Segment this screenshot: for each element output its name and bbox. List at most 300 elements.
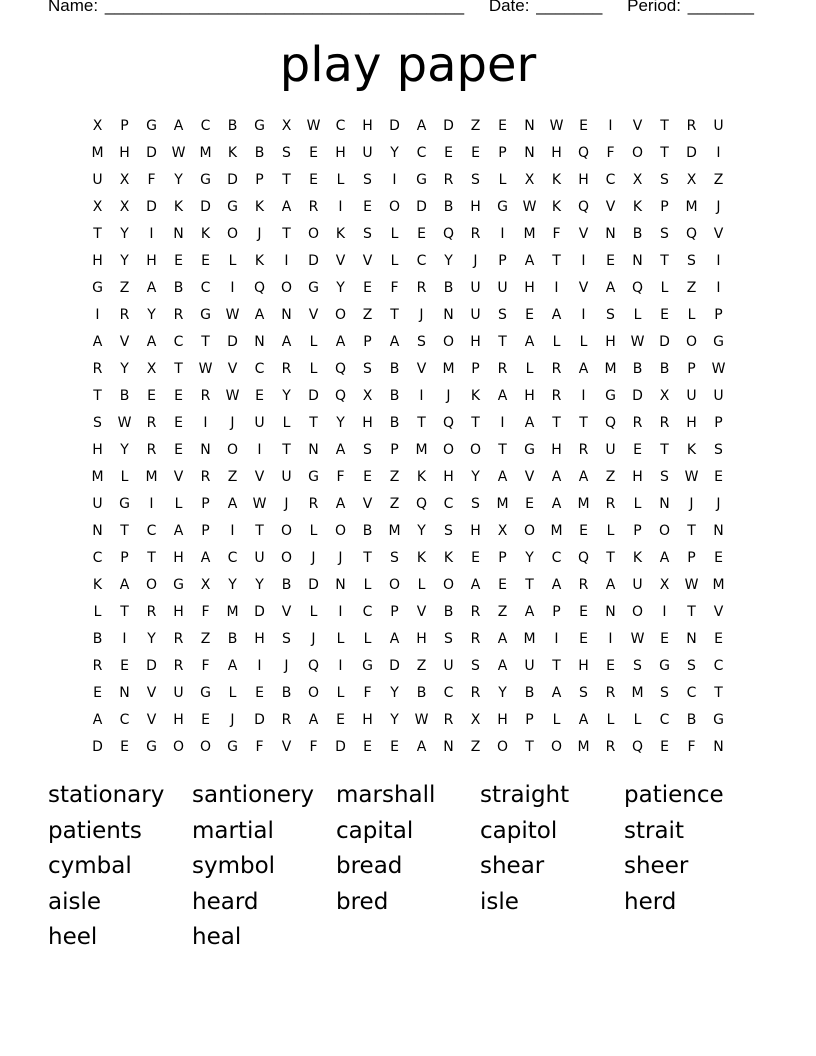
grid-letter[interactable]: S (363, 225, 372, 242)
grid-letter[interactable]: I (716, 144, 721, 161)
grid-letter[interactable]: E (309, 144, 318, 161)
grid-letter[interactable]: F (687, 738, 696, 755)
grid-letter[interactable]: K (92, 576, 103, 593)
grid-letter[interactable]: Z (713, 171, 724, 188)
grid-letter[interactable]: T (201, 333, 210, 350)
grid-letter[interactable]: F (201, 657, 210, 674)
grid-letter[interactable]: K (470, 387, 481, 404)
grid-letter[interactable]: U (632, 576, 643, 593)
grid-letter[interactable]: H (335, 144, 346, 161)
grid-letter[interactable]: E (633, 441, 642, 458)
grid-letter[interactable]: J (716, 198, 721, 215)
grid-letter[interactable]: O (307, 225, 320, 242)
grid-letter[interactable]: Q (253, 279, 266, 296)
grid-letter[interactable]: J (311, 630, 316, 647)
grid-letter[interactable]: A (173, 522, 184, 539)
grid-letter[interactable]: K (686, 441, 697, 458)
grid-letter[interactable]: S (282, 630, 291, 647)
grid-letter[interactable]: T (147, 549, 156, 566)
grid-letter[interactable]: I (500, 414, 505, 431)
grid-letter[interactable]: N (92, 522, 103, 539)
grid-letter[interactable]: L (633, 306, 642, 323)
grid-letter[interactable]: L (606, 711, 615, 728)
grid-letter[interactable]: S (471, 171, 480, 188)
grid-letter[interactable]: S (282, 144, 291, 161)
grid-letter[interactable]: Z (686, 279, 697, 296)
grid-letter[interactable]: I (338, 657, 343, 674)
grid-letter[interactable]: U (173, 684, 184, 701)
grid-letter[interactable]: L (687, 306, 696, 323)
grid-letter[interactable]: A (578, 468, 589, 485)
grid-letter[interactable]: O (280, 279, 293, 296)
grid-letter[interactable]: E (444, 144, 453, 161)
grid-letter[interactable]: H (632, 468, 643, 485)
grid-letter[interactable]: W (198, 360, 213, 377)
grid-letter[interactable]: C (416, 144, 427, 161)
grid-letter[interactable]: N (119, 684, 130, 701)
grid-letter[interactable]: I (230, 522, 235, 539)
grid-letter[interactable]: M (523, 630, 536, 647)
grid-letter[interactable]: Q (307, 657, 320, 674)
grid-letter[interactable]: A (524, 603, 535, 620)
grid-letter[interactable]: G (524, 441, 535, 458)
grid-letter[interactable]: F (363, 684, 372, 701)
grid-letter[interactable]: E (660, 306, 669, 323)
grid-letter[interactable]: R (200, 387, 211, 404)
grid-letter[interactable]: E (147, 387, 156, 404)
grid-letter[interactable]: X (686, 171, 697, 188)
grid-letter[interactable]: H (173, 603, 184, 620)
grid-letter[interactable]: U (92, 171, 103, 188)
grid-letter[interactable]: V (416, 603, 427, 620)
grid-letter[interactable]: K (254, 252, 265, 269)
grid-letter[interactable]: C (119, 711, 130, 728)
grid-letter[interactable]: N (308, 441, 319, 458)
grid-letter[interactable]: E (579, 603, 588, 620)
grid-letter[interactable]: L (633, 711, 642, 728)
grid-letter[interactable]: T (714, 684, 723, 701)
grid-letter[interactable]: H (119, 144, 130, 161)
grid-letter[interactable]: B (281, 684, 292, 701)
grid-letter[interactable]: Z (389, 468, 400, 485)
period-field[interactable]: _______ (687, 0, 754, 15)
grid-letter[interactable]: N (335, 576, 346, 593)
grid-letter[interactable]: P (714, 414, 723, 431)
grid-letter[interactable]: E (606, 252, 615, 269)
grid-letter[interactable]: Y (444, 252, 453, 269)
grid-letter[interactable]: K (443, 549, 454, 566)
grid-letter[interactable]: R (173, 630, 184, 647)
grid-letter[interactable]: O (388, 576, 401, 593)
grid-letter[interactable]: G (497, 198, 508, 215)
grid-letter[interactable]: Y (147, 306, 156, 323)
grid-letter[interactable]: Y (120, 360, 129, 377)
grid-letter[interactable]: T (498, 441, 507, 458)
grid-letter[interactable]: H (551, 441, 562, 458)
grid-letter[interactable]: S (363, 360, 372, 377)
grid-letter[interactable]: A (227, 495, 238, 512)
grid-letter[interactable]: O (442, 576, 455, 593)
grid-letter[interactable]: I (581, 252, 586, 269)
grid-letter[interactable]: R (92, 360, 103, 377)
grid-letter[interactable]: P (201, 495, 210, 512)
grid-letter[interactable]: R (659, 414, 670, 431)
grid-letter[interactable]: E (363, 279, 372, 296)
grid-letter[interactable]: H (362, 117, 373, 134)
grid-letter[interactable]: A (281, 333, 292, 350)
grid-letter[interactable]: B (443, 198, 454, 215)
grid-letter[interactable]: E (579, 117, 588, 134)
grid-letter[interactable]: E (714, 630, 723, 647)
grid-letter[interactable]: I (257, 441, 262, 458)
grid-letter[interactable]: L (336, 171, 345, 188)
grid-letter[interactable]: Y (417, 522, 426, 539)
grid-letter[interactable]: K (200, 225, 211, 242)
grid-letter[interactable]: O (442, 441, 455, 458)
grid-letter[interactable]: U (713, 387, 724, 404)
grid-letter[interactable]: W (630, 630, 645, 647)
grid-letter[interactable]: C (200, 117, 211, 134)
grid-letter[interactable]: M (442, 360, 455, 377)
grid-letter[interactable]: X (470, 711, 481, 728)
grid-letter[interactable]: F (606, 144, 615, 161)
grid-letter[interactable]: M (523, 225, 536, 242)
grid-letter[interactable]: X (281, 117, 292, 134)
grid-letter[interactable]: T (579, 414, 588, 431)
grid-letter[interactable]: C (713, 657, 724, 674)
grid-letter[interactable]: G (227, 738, 238, 755)
grid-letter[interactable]: L (336, 684, 345, 701)
grid-letter[interactable]: O (145, 576, 158, 593)
grid-letter[interactable]: N (632, 252, 643, 269)
grid-letter[interactable]: G (200, 306, 211, 323)
grid-letter[interactable]: S (687, 657, 696, 674)
grid-letter[interactable]: A (659, 549, 670, 566)
grid-letter[interactable]: K (551, 198, 562, 215)
grid-letter[interactable]: B (389, 387, 400, 404)
grid-letter[interactable]: I (581, 306, 586, 323)
grid-letter[interactable]: A (173, 117, 184, 134)
grid-letter[interactable]: H (362, 414, 373, 431)
grid-letter[interactable]: S (444, 522, 453, 539)
grid-letter[interactable]: Y (390, 711, 399, 728)
grid-letter[interactable]: X (362, 387, 373, 404)
grid-letter[interactable]: M (496, 495, 509, 512)
grid-letter[interactable]: F (255, 738, 264, 755)
grid-letter[interactable]: X (200, 576, 211, 593)
grid-letter[interactable]: A (551, 684, 562, 701)
grid-letter[interactable]: A (389, 630, 400, 647)
grid-letter[interactable]: D (335, 738, 346, 755)
date-field[interactable]: _______ (536, 0, 603, 15)
grid-letter[interactable]: H (92, 441, 103, 458)
grid-letter[interactable]: R (632, 414, 643, 431)
grid-letter[interactable]: X (659, 576, 670, 593)
grid-letter[interactable]: D (443, 117, 454, 134)
grid-letter[interactable]: O (442, 333, 455, 350)
grid-letter[interactable]: P (471, 360, 480, 377)
grid-letter[interactable]: E (660, 630, 669, 647)
grid-letter[interactable]: V (281, 738, 292, 755)
grid-letter[interactable]: C (227, 549, 238, 566)
grid-letter[interactable]: D (227, 333, 238, 350)
grid-letter[interactable]: I (284, 252, 289, 269)
grid-letter[interactable]: L (336, 630, 345, 647)
grid-letter[interactable]: W (549, 117, 564, 134)
grid-letter[interactable]: C (92, 549, 103, 566)
grid-letter[interactable]: E (255, 387, 264, 404)
grid-letter[interactable]: H (416, 630, 427, 647)
grid-letter[interactable]: D (632, 387, 643, 404)
grid-letter[interactable]: E (579, 522, 588, 539)
grid-letter[interactable]: I (500, 225, 505, 242)
grid-letter[interactable]: L (93, 603, 102, 620)
grid-letter[interactable]: A (470, 576, 481, 593)
grid-letter[interactable]: B (227, 630, 238, 647)
grid-letter[interactable]: K (416, 549, 427, 566)
grid-letter[interactable]: N (524, 144, 535, 161)
grid-letter[interactable]: L (228, 252, 237, 269)
grid-letter[interactable]: G (200, 171, 211, 188)
grid-letter[interactable]: Z (416, 657, 427, 674)
grid-letter[interactable]: A (524, 333, 535, 350)
grid-letter[interactable]: J (716, 495, 721, 512)
grid-letter[interactable]: B (119, 387, 130, 404)
grid-letter[interactable]: Q (604, 414, 617, 431)
grid-letter[interactable]: T (93, 225, 102, 242)
grid-letter[interactable]: H (686, 414, 697, 431)
grid-letter[interactable]: Q (577, 144, 590, 161)
grid-letter[interactable]: A (335, 333, 346, 350)
grid-letter[interactable]: I (716, 279, 721, 296)
grid-letter[interactable]: M (226, 603, 239, 620)
grid-letter[interactable]: T (525, 576, 534, 593)
grid-letter[interactable]: R (146, 441, 157, 458)
grid-letter[interactable]: E (174, 387, 183, 404)
grid-letter[interactable]: E (471, 549, 480, 566)
grid-letter[interactable]: V (308, 306, 319, 323)
grid-letter[interactable]: E (714, 468, 723, 485)
grid-letter[interactable]: B (416, 684, 427, 701)
grid-letter[interactable]: R (443, 171, 454, 188)
grid-letter[interactable]: T (120, 522, 129, 539)
grid-letter[interactable]: M (91, 468, 104, 485)
grid-letter[interactable]: C (686, 684, 697, 701)
grid-letter[interactable]: L (606, 522, 615, 539)
grid-letter[interactable]: O (280, 522, 293, 539)
grid-letter[interactable]: V (578, 279, 589, 296)
grid-letter[interactable]: R (281, 360, 292, 377)
grid-letter[interactable]: S (498, 306, 507, 323)
grid-letter[interactable]: W (117, 414, 132, 431)
grid-letter[interactable]: R (605, 684, 616, 701)
grid-letter[interactable]: A (92, 711, 103, 728)
grid-letter[interactable]: R (308, 198, 319, 215)
grid-letter[interactable]: X (92, 117, 103, 134)
grid-letter[interactable]: E (174, 252, 183, 269)
grid-letter[interactable]: I (554, 279, 559, 296)
grid-letter[interactable]: O (658, 522, 671, 539)
grid-letter[interactable]: B (443, 603, 454, 620)
grid-letter[interactable]: J (473, 252, 478, 269)
grid-letter[interactable]: S (417, 333, 426, 350)
grid-letter[interactable]: T (660, 252, 669, 269)
grid-letter[interactable]: D (254, 603, 265, 620)
grid-letter[interactable]: D (227, 171, 238, 188)
grid-letter[interactable]: T (525, 738, 534, 755)
grid-letter[interactable]: R (92, 657, 103, 674)
grid-letter[interactable]: N (173, 225, 184, 242)
grid-letter[interactable]: I (257, 657, 262, 674)
grid-letter[interactable]: Y (282, 387, 291, 404)
grid-letter[interactable]: V (254, 468, 265, 485)
grid-letter[interactable]: O (523, 522, 536, 539)
grid-letter[interactable]: V (335, 252, 346, 269)
grid-letter[interactable]: Z (200, 630, 211, 647)
grid-letter[interactable]: M (415, 441, 428, 458)
grid-letter[interactable]: Z (470, 738, 481, 755)
grid-letter[interactable]: R (605, 495, 616, 512)
grid-letter[interactable]: K (227, 144, 238, 161)
grid-letter[interactable]: X (524, 171, 535, 188)
grid-letter[interactable]: I (716, 252, 721, 269)
grid-letter[interactable]: C (605, 171, 616, 188)
grid-letter[interactable]: Q (442, 414, 455, 431)
grid-letter[interactable]: U (686, 387, 697, 404)
grid-letter[interactable]: P (255, 171, 264, 188)
grid-letter[interactable]: A (578, 360, 589, 377)
grid-letter[interactable]: A (497, 630, 508, 647)
grid-letter[interactable]: B (524, 684, 535, 701)
grid-letter[interactable]: N (254, 333, 265, 350)
grid-letter[interactable]: A (497, 657, 508, 674)
grid-letter[interactable]: I (608, 117, 613, 134)
grid-letter[interactable]: S (471, 657, 480, 674)
grid-letter[interactable]: R (551, 387, 562, 404)
grid-letter[interactable]: R (119, 306, 130, 323)
grid-letter[interactable]: N (443, 306, 454, 323)
grid-letter[interactable]: C (254, 360, 265, 377)
grid-letter[interactable]: O (199, 738, 212, 755)
grid-letter[interactable]: L (498, 171, 507, 188)
grid-letter[interactable]: E (498, 576, 507, 593)
grid-letter[interactable]: D (92, 738, 103, 755)
grid-letter[interactable]: K (416, 468, 427, 485)
grid-letter[interactable]: S (363, 441, 372, 458)
grid-letter[interactable]: T (471, 414, 480, 431)
grid-letter[interactable]: P (498, 144, 507, 161)
grid-letter[interactable]: P (390, 441, 399, 458)
grid-letter[interactable]: R (578, 441, 589, 458)
grid-letter[interactable]: I (662, 603, 667, 620)
name-field[interactable]: ______________________________________ (104, 0, 465, 15)
grid-letter[interactable]: P (714, 306, 723, 323)
grid-letter[interactable]: H (578, 657, 589, 674)
grid-letter[interactable]: R (173, 657, 184, 674)
grid-letter[interactable]: I (608, 630, 613, 647)
grid-letter[interactable]: R (470, 225, 481, 242)
grid-letter[interactable]: I (122, 630, 127, 647)
grid-letter[interactable]: X (497, 522, 508, 539)
grid-letter[interactable]: U (443, 657, 454, 674)
grid-letter[interactable]: A (227, 657, 238, 674)
grid-letter[interactable]: E (660, 738, 669, 755)
grid-letter[interactable]: T (174, 360, 183, 377)
grid-letter[interactable]: A (92, 333, 103, 350)
grid-letter[interactable]: L (309, 522, 318, 539)
grid-letter[interactable]: O (388, 198, 401, 215)
grid-letter[interactable]: B (686, 711, 697, 728)
grid-letter[interactable]: S (390, 549, 399, 566)
grid-letter[interactable]: E (498, 117, 507, 134)
grid-letter[interactable]: J (230, 414, 235, 431)
grid-letter[interactable]: Y (147, 630, 156, 647)
grid-letter[interactable]: R (146, 603, 157, 620)
grid-letter[interactable]: V (524, 468, 535, 485)
grid-letter[interactable]: L (309, 333, 318, 350)
grid-letter[interactable]: T (660, 144, 669, 161)
grid-letter[interactable]: A (551, 495, 562, 512)
grid-letter[interactable]: D (416, 198, 427, 215)
grid-letter[interactable]: L (228, 684, 237, 701)
grid-letter[interactable]: K (551, 171, 562, 188)
grid-letter[interactable]: H (254, 630, 265, 647)
grid-letter[interactable]: H (497, 711, 508, 728)
grid-letter[interactable]: C (443, 684, 454, 701)
grid-letter[interactable]: S (687, 252, 696, 269)
grid-letter[interactable]: D (146, 198, 157, 215)
grid-letter[interactable]: N (659, 495, 670, 512)
grid-letter[interactable]: G (659, 657, 670, 674)
grid-letter[interactable]: Q (577, 549, 590, 566)
grid-letter[interactable]: G (173, 576, 184, 593)
grid-letter[interactable]: M (604, 360, 617, 377)
grid-letter[interactable]: D (146, 657, 157, 674)
grid-letter[interactable]: L (363, 630, 372, 647)
grid-letter[interactable]: C (362, 603, 373, 620)
grid-letter[interactable]: E (579, 630, 588, 647)
grid-letter[interactable]: R (686, 117, 697, 134)
grid-letter[interactable]: P (633, 522, 642, 539)
grid-letter[interactable]: A (551, 306, 562, 323)
grid-letter[interactable]: N (713, 738, 724, 755)
grid-letter[interactable]: Q (415, 495, 428, 512)
grid-letter[interactable]: R (470, 630, 481, 647)
grid-letter[interactable]: V (146, 684, 157, 701)
grid-letter[interactable]: A (146, 279, 157, 296)
grid-letter[interactable]: B (632, 360, 643, 377)
grid-letter[interactable]: B (281, 576, 292, 593)
grid-letter[interactable]: P (120, 117, 129, 134)
grid-letter[interactable]: X (659, 387, 670, 404)
grid-letter[interactable]: I (392, 171, 397, 188)
grid-letter[interactable]: P (363, 333, 372, 350)
grid-letter[interactable]: E (363, 468, 372, 485)
grid-letter[interactable]: D (254, 711, 265, 728)
grid-letter[interactable]: D (659, 333, 670, 350)
grid-letter[interactable]: Y (336, 279, 345, 296)
grid-letter[interactable]: M (685, 198, 698, 215)
grid-letter[interactable]: F (552, 225, 561, 242)
grid-letter[interactable]: R (470, 603, 481, 620)
grid-letter[interactable]: L (174, 495, 183, 512)
grid-letter[interactable]: H (173, 711, 184, 728)
grid-letter[interactable]: A (335, 495, 346, 512)
grid-letter[interactable]: U (713, 117, 724, 134)
grid-letter[interactable]: P (498, 252, 507, 269)
grid-letter[interactable]: E (201, 252, 210, 269)
grid-letter[interactable]: T (552, 414, 561, 431)
